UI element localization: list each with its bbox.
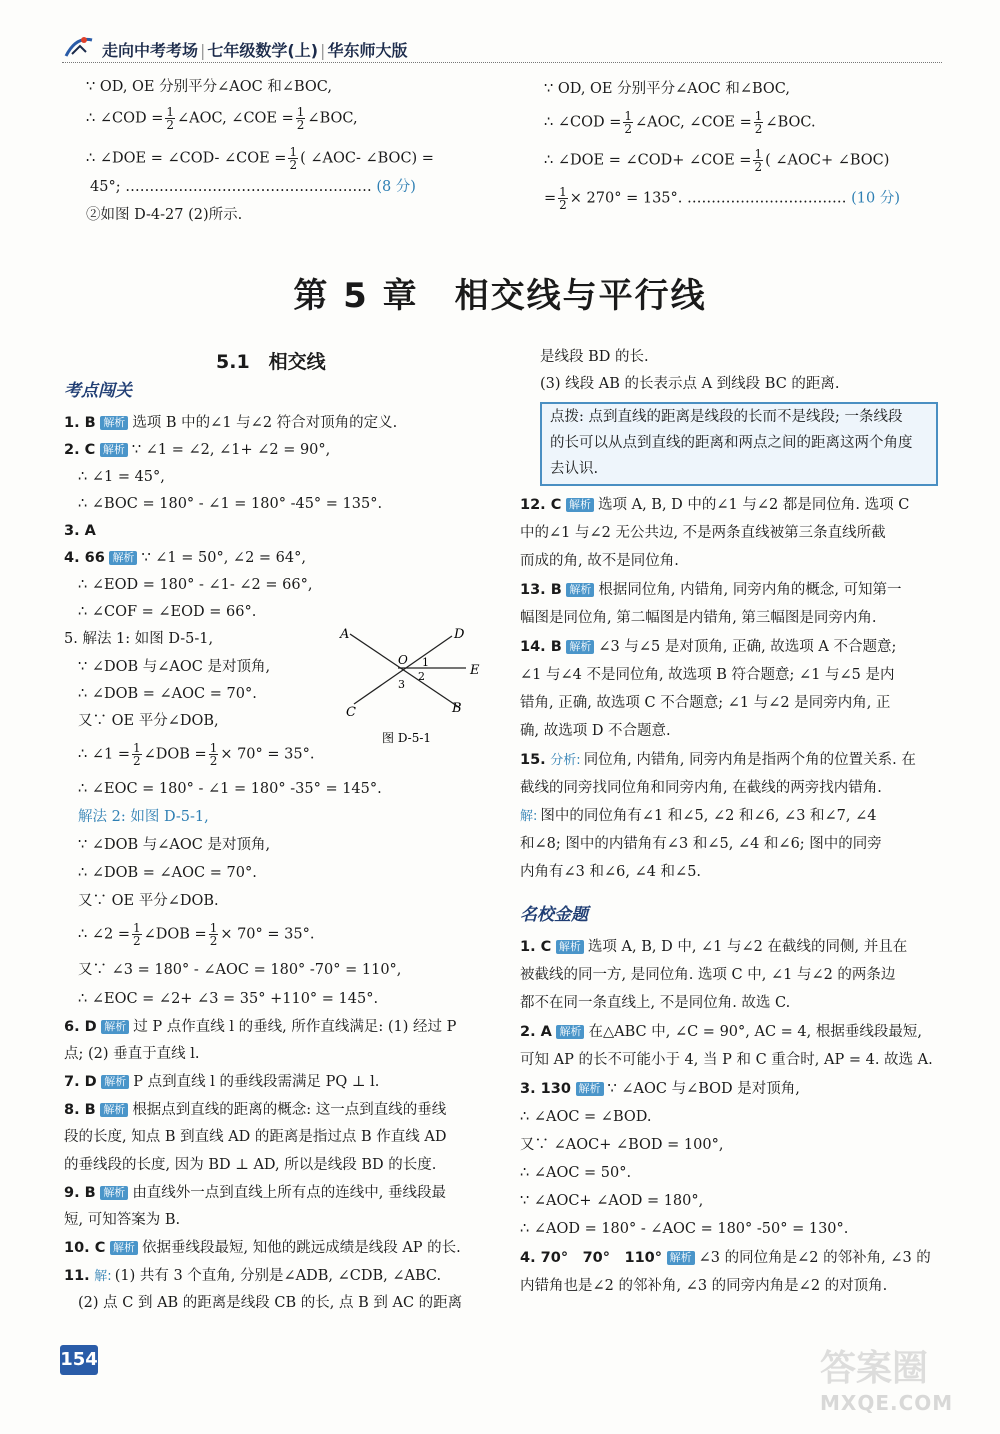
label-badge: 解析 [566,583,594,597]
text-line: ②如图 D-4-27 (2)所示. [86,207,243,223]
text-line: 确, 故选项 D 不合题意. [520,723,671,739]
label-3: 3 [398,678,405,691]
text-line: 又∵ OE 平分∠DOB, [78,713,219,729]
text-line: 截线的同旁找同位角和同旁内角, 在截线的两旁找内错角. [520,780,882,796]
runner-logo-icon [62,34,96,60]
label-badge: 解析 [566,640,594,654]
text-line: ∵ OD, OE 分别平分∠AOC 和∠BOC, [86,79,332,95]
question-number: 13. B [520,582,562,598]
text-line: 8. B 解析 根据点到直线的距离的概念: 这一点到直线的垂线 [64,1102,447,1118]
text-line: 13. B 解析 根据同位角, 内错角, 同旁内角的概念, 可知第一 [520,582,902,598]
text-line: 又∵ OE 平分∠DOB. [78,893,219,909]
label-badge: 解: [94,1269,112,1284]
label-badge: 分析: [550,753,581,768]
label-badge: 解析 [109,551,137,565]
text-line: ∴ ∠AOC = 50°. [520,1165,632,1181]
text-line: ∵ ∠DOB 与∠AOC 是对顶角, [78,837,271,853]
question-number: 14. B [520,639,562,655]
text-line: (2) 点 C 到 AB 的距离是线段 CB 的长, 点 B 到 AC 的距离 [78,1295,463,1311]
text-line: 4. 66 解析 ∵ ∠1 = 50°, ∠2 = 64°, [64,550,306,566]
label-badge: 解析 [556,1025,584,1039]
text-line: 去认识. [550,461,599,477]
header-text: 走向中考考场 | 七年级数学(上) | 华东师大版 [102,41,408,60]
text-line: ∴ ∠COD = $\frac{1}{2}$ ∠AOC, ∠COE = $\frac{1}{2}$ ∠BOC. [544,109,816,136]
score-mark: (8 分) [376,179,416,195]
text-line: 又∵ ∠AOC+ ∠BOD = 100°, [520,1137,724,1153]
text-line: ∵ ∠AOC+ ∠AOD = 180°, [520,1193,704,1209]
page-header [62,32,942,62]
text-line: 1. C 解析 选项 A, B, D 中, ∠1 与∠2 在截线的同侧, 并且在 [520,939,908,955]
fraction-one-half: $\frac{1}{2}$ [289,145,298,172]
text-line: 1. B 解析 选项 B 中的∠1 与∠2 符合对顶角的定义. [64,415,398,431]
label-1: 1 [422,656,429,669]
text-line: ∴ ∠2 = $\frac{1}{2}$ ∠DOB = $\frac{1}{2}$ × 70° = 35°. [78,921,315,948]
text-line: ∴ ∠AOC = ∠BOD. [520,1109,652,1125]
text-line: 9. B 解析 由直线外一点到直线上所有点的连线中, 垂线段最 [64,1185,447,1201]
fraction-one-half: $\frac{1}{2}$ [559,185,567,212]
text-line: ∴ ∠1 = $\frac{1}{2}$ ∠DOB = $\frac{1}{2}$ × 70° = 35°. [78,741,315,768]
text-line: 2. C 解析 ∵ ∠1 = ∠2, ∠1+ ∠2 = 90°, [64,442,331,458]
fraction-one-half: $\frac{1}{2}$ [132,741,141,768]
label-badge: 解析 [110,1241,138,1255]
label-badge: 解: [520,809,538,824]
figure-caption: 图 D-5-1 [382,731,432,745]
text-line: 又∵ ∠3 = 180° - ∠AOC = 180° -70° = 110°, [78,962,402,978]
label-E: E [470,663,480,678]
label-2: 2 [418,670,425,683]
text-line: ∴ ∠BOC = 180° - ∠1 = 180° -45° = 135°. [78,496,383,512]
question-number: 4. 66 [64,550,105,566]
page-number: 154 [60,1345,98,1375]
text-line: 15. 分析: 同位角, 内错角, 同旁内角是指两个角的位置关系. 在 [520,752,916,768]
text-line: 的长可以从点到直线的距离和两点之间的距离这两个角度 [550,435,913,451]
label-badge: 解析 [576,1082,604,1096]
text-line: 点; (2) 垂直于直线 l. [64,1046,200,1062]
text-line: (3) 线段 AB 的长表示点 A 到线段 BC 的距离. [540,376,840,392]
watermark-url: MXQE.COM [820,1391,954,1415]
section-title: 5.1 相交线 [216,351,326,373]
label-badge: 解析 [101,1020,129,1034]
text-line: ∠1 与∠4 不是同位角, 故选项 B 符合题意; ∠1 与∠5 是内 [520,667,895,683]
figure-d-5-1 [336,624,496,754]
text-line: = $\frac{1}{2}$ × 270° = 135°. …………………………… (10 分) [544,185,900,212]
text-line [64,522,96,540]
text-line: 6. D 解析 过 P 点作直线 l 的垂线, 所作直线满足: (1) 经过 P [64,1019,457,1035]
header-rule [62,62,942,63]
text-line: 而成的角, 故不是同位角. [520,553,679,569]
watermark [820,1340,953,1415]
text-line: ∴ ∠DOE = ∠COD+ ∠COE = $\frac{1}{2}$ ( ∠AOC+ ∠BOC) [544,147,890,174]
text-line: ∴ ∠EOC = ∠2+ ∠3 = 35° +110° = 145°. [78,991,379,1007]
book-title: 七年级数学(上) [207,41,319,60]
fraction-one-half: $\frac{1}{2}$ [754,109,763,136]
text-line: 点拨: 点到直线的距离是线段的长而不是线段; 一条线段 [550,409,903,425]
fraction-one-half: $\frac{1}{2}$ [209,741,218,768]
text-line: 都不在同一条直线上, 不是同位角. 故选 C. [520,995,791,1011]
text-line: ∴ ∠AOD = 180° - ∠AOC = 180° -50° = 130°. [520,1221,849,1237]
question-number: 15. [520,752,546,768]
text-line: 2. A 解析 在△ABC 中, ∠C = 90°, AC = 4, 根据垂线段最短, [520,1024,922,1040]
label-C: C [346,705,356,720]
text-line: 45°; …………………………………………… (8 分) [90,179,416,195]
fraction-one-half: $\frac{1}{2}$ [209,921,218,948]
label-badge: 解析 [100,1186,128,1200]
edition: 华东师大版 [327,41,408,60]
score-mark: (10 分) [851,190,900,207]
label-O: O [398,653,408,667]
label-badge: 解析 [556,940,584,954]
watermark-logo: 答案圈 [820,1348,929,1389]
text-line: ∴ ∠EOC = 180° - ∠1 = 180° -35° = 145°. [78,781,382,797]
text-line: 短, 可知答案为 B. [64,1212,181,1228]
label-badge: 解析 [100,1103,128,1117]
subheading-mingxiao: 名校金题 [520,905,588,925]
text-line: 14. B 解析 ∠3 与∠5 是对顶角, 正确, 故选项 A 不合题意; [520,639,897,655]
text-line: ∴ ∠DOB = ∠AOC = 70°. [78,865,257,881]
fraction-one-half: $\frac{1}{2}$ [624,109,632,136]
question-number: 11. [64,1268,90,1284]
label-B: B [452,701,462,716]
label-D: D [454,627,465,642]
fraction-one-half: $\frac{1}{2}$ [166,105,174,132]
text-line: ∴ ∠COD = $\frac{1}{2}$ ∠AOC, ∠COE = $\frac{1}{2}$ ∠BOC, [86,105,358,132]
question-number: 2. C [64,442,96,458]
text-line: 中的∠1 与∠2 无公共边, 不是两条直线被第三条直线所截 [520,525,886,541]
text-line: 4. 70° 70° 110° 解析 ∠3 的同位角是∠2 的邻补角, ∠3 的 [520,1250,931,1266]
question-number: 2. A [520,1024,552,1040]
text-line: ∴ ∠1 = 45°, [78,469,165,485]
question-number: 1. C [520,939,552,955]
text-line: 10. C 解析 依据垂线段最短, 知他的跳远成绩是线段 AP 的长. [64,1240,461,1256]
text-line: 3. 130 解析 ∵ ∠AOC 与∠BOD 是对顶角, [520,1081,800,1097]
fraction-one-half: $\frac{1}{2}$ [132,921,141,948]
text-line: 12. C 解析 选项 A, B, D 中的∠1 与∠2 都是同位角. 选项 C [520,497,910,513]
label-A: A [340,627,350,642]
text-line: 5. 解法 1: 如图 D-5-1, [64,631,214,647]
text-line: 被截线的同一方, 是同位角. 选项 C 中, ∠1 与∠2 的两条边 [520,967,896,983]
text-line: 和∠8; 图中的内错角有∠3 和∠5, ∠4 和∠6; 图中的同旁 [520,836,882,852]
question-number: 7. D [64,1074,97,1090]
text-line: ∴ ∠COF = ∠EOD = 66°. [78,604,257,620]
label-badge: 解析 [100,443,128,457]
text-line: ∴ ∠DOB = ∠AOC = 70°. [78,686,257,702]
question-number: 8. B [64,1102,96,1118]
question-number: 12. C [520,497,562,513]
question-number: 6. D [64,1019,97,1035]
label-badge: 解析 [667,1251,695,1265]
text-line: 的垂线段的长度, 因为 BD ⊥ AD, 所以是线段 BD 的长度. [64,1157,437,1173]
question-number: 9. B [64,1185,96,1201]
label-badge: 解析 [100,416,128,430]
text-line: 解法 2: 如图 D-5-1, [78,809,209,825]
text-line: ∴ ∠DOE = ∠COD- ∠COE = $\frac{1}{2}$ ( ∠AOC- ∠BOC) = [86,145,434,172]
question-number: 10. C [64,1240,106,1256]
fraction-one-half: $\frac{1}{2}$ [296,105,305,132]
fraction-one-half: $\frac{1}{2}$ [754,147,763,174]
text-line: 幅图是同位角, 第二幅图是内错角, 第三幅图是同旁内角. [520,610,877,626]
subheading-kaodian: 考点闯关 [64,381,132,401]
question-number: 4. 70° 70° 110° [520,1250,663,1266]
text-line: ∴ ∠EOD = 180° - ∠1- ∠2 = 66°, [78,577,313,593]
text-line: 内角有∠3 和∠6, ∠4 和∠5. [520,864,702,880]
text-line: ∵ OD, OE 分别平分∠AOC 和∠BOC, [544,81,790,97]
text-line: 段的长度, 知点 B 到直线 AD 的距离是指过点 B 作直线 AD [64,1129,447,1145]
question-number: 1. B [64,415,96,431]
text-line: 可知 AP 的长不可能小于 4, 当 P 和 C 重合时, AP = 4. 故选 A. [520,1052,933,1068]
question-number: 3. A [64,523,96,539]
question-number: 3. 130 [520,1081,571,1097]
brand-name: 走向中考考场 [102,41,199,60]
chapter-title: 第 5 章 相交线与平行线 [293,276,707,316]
text-line: 解: 图中的同位角有∠1 和∠5, ∠2 和∠6, ∠3 和∠7, ∠4 [520,808,877,824]
label-badge: 解析 [101,1075,129,1089]
tip-box [540,402,938,486]
text-line: 错角, 正确, 故选项 C 不合题意; ∠1 与∠2 是同旁内角, 正 [520,695,891,711]
text-line: 是线段 BD 的长. [540,349,649,365]
text-line: 7. D 解析 P 点到直线 l 的垂线段需满足 PQ ⊥ l. [64,1074,380,1090]
text-line: 11. 解: (1) 共有 3 个直角, 分别是∠ADB, ∠CDB, ∠ABC. [64,1268,442,1284]
text-line: 内错角也是∠2 的邻补角, ∠3 的同旁内角是∠2 的对顶角. [520,1278,888,1294]
label-badge: 解析 [566,498,594,512]
text-line: ∵ ∠DOB 与∠AOC 是对顶角, [78,659,271,675]
